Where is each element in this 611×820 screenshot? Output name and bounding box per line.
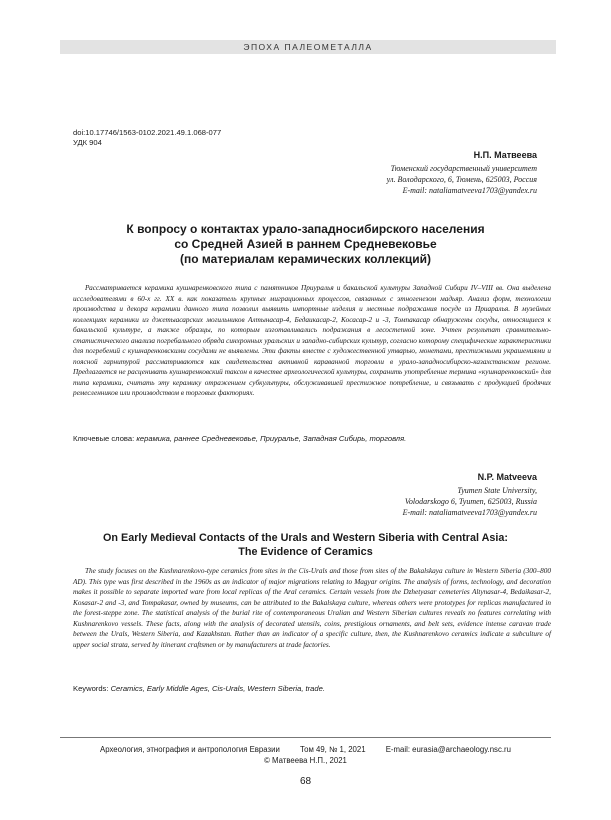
footer-copyright: © Матвеева Н.П., 2021	[264, 756, 347, 765]
footer-journal: Археология, этнография и антропология Евразии	[100, 745, 280, 754]
doi-block	[73, 128, 221, 148]
ru-keywords-text: керамика, раннее Средневековье, Приуралье, Западная Сибирь, торговля.	[136, 434, 407, 443]
ru-title	[60, 222, 551, 267]
en-keywords-label: Keywords:	[73, 684, 109, 693]
ru-title-line: (по материалам керамических коллекций)	[180, 252, 431, 266]
ru-address: ул. Володарского, 6, Тюмень, 625003, Россия	[386, 175, 537, 184]
en-affiliation: Tyumen State University,	[457, 486, 537, 495]
footer-email: E-mail: eurasia@archaeology.nsc.ru	[385, 745, 511, 754]
en-author-name: N.P. Matveeva	[477, 472, 537, 482]
en-title-line: On Early Medieval Contacts of the Urals and Western Siberia with Central Asia:	[103, 532, 508, 544]
footer-volume: Том 49, № 1, 2021	[299, 745, 366, 754]
doi: doi:10.17746/1563-0102.2021.49.1.068-077	[73, 128, 222, 137]
en-email: E-mail: nataliamatveeva1703@yandex.ru	[402, 508, 537, 517]
ru-abstract: Рассматривается керамика кушнаренковского типа с памятников Приуралья и бакальской культуры Западной Сибири IV–VIII вв. Она выделена исследователями в 60-х гг. XX в. как показатель крупных миграционных процессов, связанных с этногенезом мадьяр. Анализ форм, технологии производства и декора керамики данного типа позволил выявить импортные изделия и местные подражания посуде из Приаралья. В музейных коллекциях керамики из джетыасарских могильников Алтынасар-4, Бедаикасар-2, Косасар-2 и -3, Томпакасар обнаружены сосуды, относящиеся к бакальской культуре, а также образцы, по которым изготавливались подражания в лесостепной зоне. Учтен результат сравнительно-статистического анализа погребального обряда синхронных уральских и западно-сибирских культур, согласно которому специфические характеристики для погребений с кушнаренковскими сосудами не выявлены. Эти факты вместе с художественной утварью, монетами, престижными украшениями и поясной гарнитурой рассматриваются как свидетельства активной караванной торговли в урало-западносибирско-казахстанском регионе. Предлагается не расценивать кушнаренковский таксон в качестве археологической культуры, сохранить употребление термина «кушнаренковский» для типа керамики, считать эту керамику отражением субкультуры, обслуживавшей престижное потребление, и связывать с продукцией бродячих ремесленников или производством в торговых факториях.	[73, 284, 551, 397]
running-head: ЭПОХА ПАЛЕОМЕТАЛЛА	[60, 40, 556, 54]
page-number: 68	[299, 776, 312, 787]
en-abstract: The study focuses on the Kushnarenkovo-type ceramics from sites in the Cis-Urals and those from sites of the Bakalskaya culture in Western Siberia (300–800 AD). This type was first described in the 1960s as an indicator of major migrations relating to Magyar origins. The analysis of forms, technology, and decoration makes it possible to separate imported ware from local replicas of the Aral ceramics. Certain vessels from the Dzhetyasar cemeteries Altynasar-4, Bedaikasar-2, Kosasar-2 and -3, and Tompakasar, owned by museums, can be attributed to the Bakalskaya culture, whereas others were prototypes for replicas manufactured in the forest-steppe zone. The statistical analysis of the burial rite of contemporaneous Uralian and Western Siberian cultures reveals no features correlating with Kushnarenkovo vessels. These facts, along with the analysis of decorated utensils, coins, prestigious ornaments, and belt sets, evidence intense caravan trade between the Urals, Western Siberia, and Kazakhstan. Rather than an indicator of a specific culture, then, the Kushnarenkovo ceramics indicate a subculture of upper social strata, served by itinerant craftsmen or by manufacturers at trade factories.	[73, 567, 551, 649]
ru-author-affiliation	[387, 163, 537, 196]
ru-keywords	[73, 434, 551, 444]
ru-affiliation: Тюменский государственный университет	[390, 164, 537, 173]
footer-divider	[60, 737, 551, 738]
en-address: Volodarskogo 6, Tyumen, 625003, Russia	[404, 497, 537, 506]
footer	[60, 744, 551, 766]
en-author-affiliation	[403, 485, 537, 518]
en-title	[60, 531, 551, 559]
en-title-line: The Evidence of Ceramics	[238, 546, 373, 558]
en-keywords	[73, 684, 551, 694]
ru-title-line: со Средней Азией в раннем Средневековье	[174, 237, 437, 251]
ru-keywords-label: Ключевые слова:	[73, 434, 135, 443]
udk: УДК 904	[73, 138, 102, 147]
ru-email: E-mail: nataliamatveeva1703@yandex.ru	[402, 186, 537, 195]
en-keywords-text: Ceramics, Early Middle Ages, Cis-Urals, Western Siberia, trade.	[110, 684, 325, 693]
ru-title-line: К вопросу о контактах урало-западносибирского населения	[126, 222, 485, 236]
ru-author-name: Н.П. Матвеева	[473, 150, 537, 160]
